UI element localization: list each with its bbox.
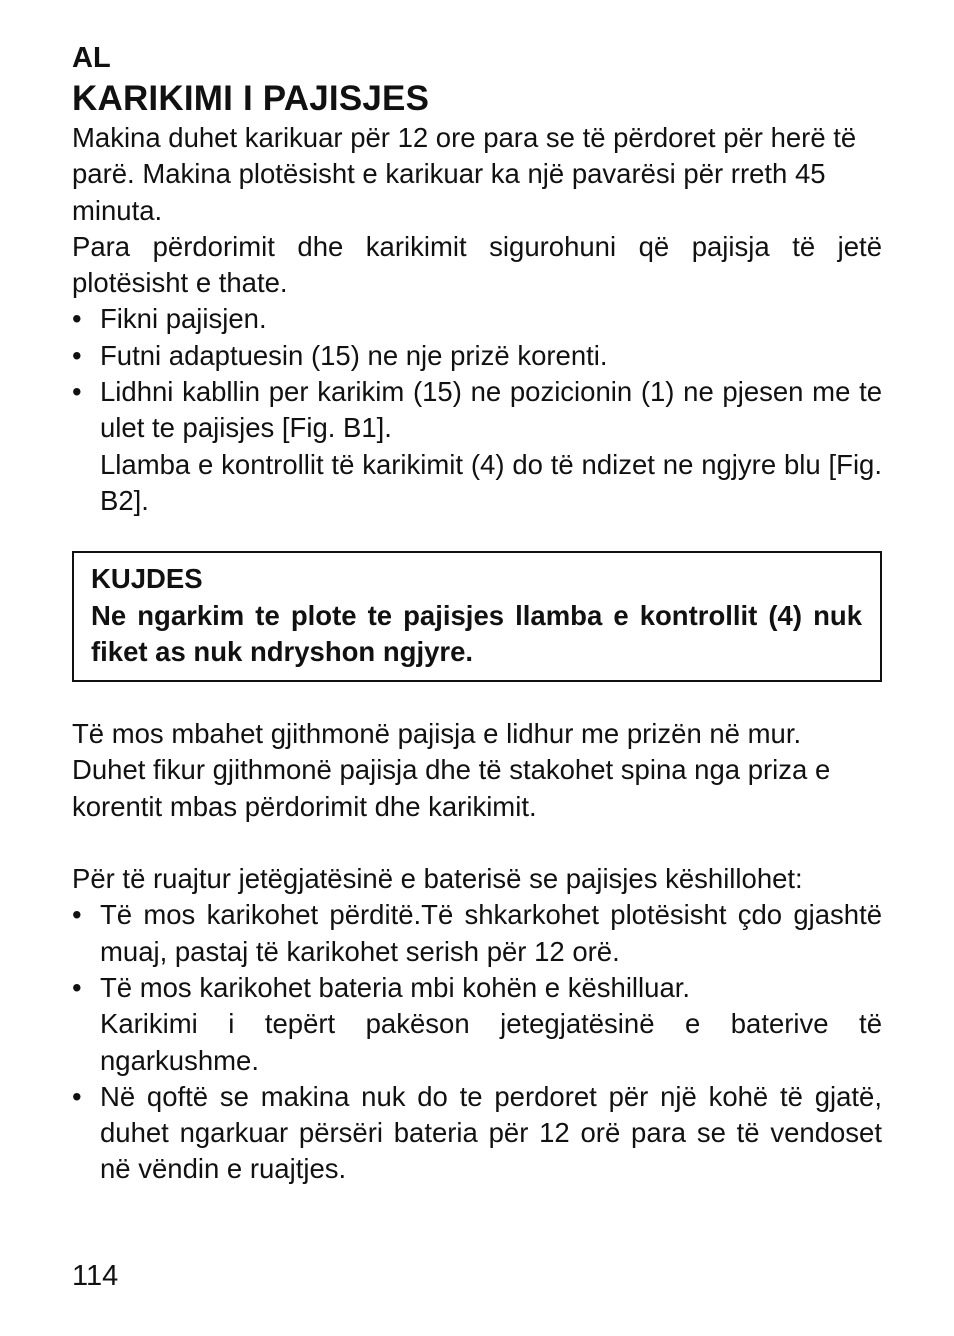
list-item — [72, 1079, 882, 1188]
list-item-text: Lidhni kabllin per karikim (15) ne pozicionin (1) ne pjesen me te ulet te pajisjes [Fig. B1]. — [100, 376, 882, 444]
bullet-icon: • — [72, 1080, 82, 1112]
language-code: AL — [72, 42, 111, 74]
warning-heading: KUJDES — [91, 563, 203, 595]
bullet-icon: • — [72, 899, 82, 931]
battery-tips-list — [72, 897, 882, 1187]
list-item-text: Në qoftë se makina nuk do te perdoret për një kohë të gjatë, duhet ngarkuar përsëri bateria për 12 orë para se të vendoset në vëndin e ruajtjes. — [100, 1080, 882, 1185]
list-item-text: Të mos karikohet bateria mbi kohën e këshilluar. — [100, 971, 691, 1003]
list-item-text: Futni adaptuesin (15) ne nje prizë korenti. — [100, 339, 608, 371]
list-item — [72, 338, 882, 374]
intro-paragraph: Makina duhet karikuar për 12 ore para se të përdoret për herë të parë. Makina plotësisht e karikuar ka një pavarësi për rreth 45 minuta. — [72, 122, 857, 226]
bullet-icon: • — [72, 971, 82, 1003]
bullet-icon: • — [72, 339, 82, 371]
unplug-paragraph: Të mos mbahet gjithmonë pajisja e lidhur me prizën në mur. Duhet fikur gjithmonë pajisja dhe të stakohet spina nga priza e korentit mbas përdorimit dhe karikimit. — [72, 718, 831, 822]
warning-box — [72, 551, 882, 682]
list-item-text: Fikni pajisjen. — [100, 303, 267, 335]
list-item — [72, 374, 882, 519]
manual-page — [72, 40, 882, 1188]
list-item — [72, 897, 882, 970]
list-item-continuation: Llamba e kontrollit të karikimit (4) do të ndizet ne ngjyre blu [Fig. B2]. — [100, 448, 882, 516]
list-item-continuation: Karikimi i tepërt pakëson jetegjatësinë e baterive të ngarkushme. — [100, 1008, 882, 1076]
battery-life-intro: Për të ruajtur jetëgjatësinë e baterisë se pajisjes këshillohet: — [72, 863, 803, 895]
list-item — [72, 301, 882, 337]
page-number: 114 — [72, 1260, 119, 1292]
charging-steps-list — [72, 301, 882, 519]
bullet-icon: • — [72, 303, 82, 335]
page-title: KARIKIMI I PAJISJES — [72, 79, 430, 118]
list-item-text: Të mos karikohet përditë.Të shkarkohet plotësisht çdo gjashtë muaj, pastaj të karikohet serish për 12 orë. — [100, 899, 882, 967]
dry-device-paragraph: Para përdorimit dhe karikimit sigurohuni që pajisja të jetë plotësisht e thate. — [72, 230, 882, 299]
bullet-icon: • — [72, 376, 82, 408]
list-item — [72, 970, 882, 1079]
warning-text: Ne ngarkim te plote te pajisjes llamba e kontrollit (4) nuk fiket as nuk ndryshon ngjyre. — [91, 599, 862, 667]
